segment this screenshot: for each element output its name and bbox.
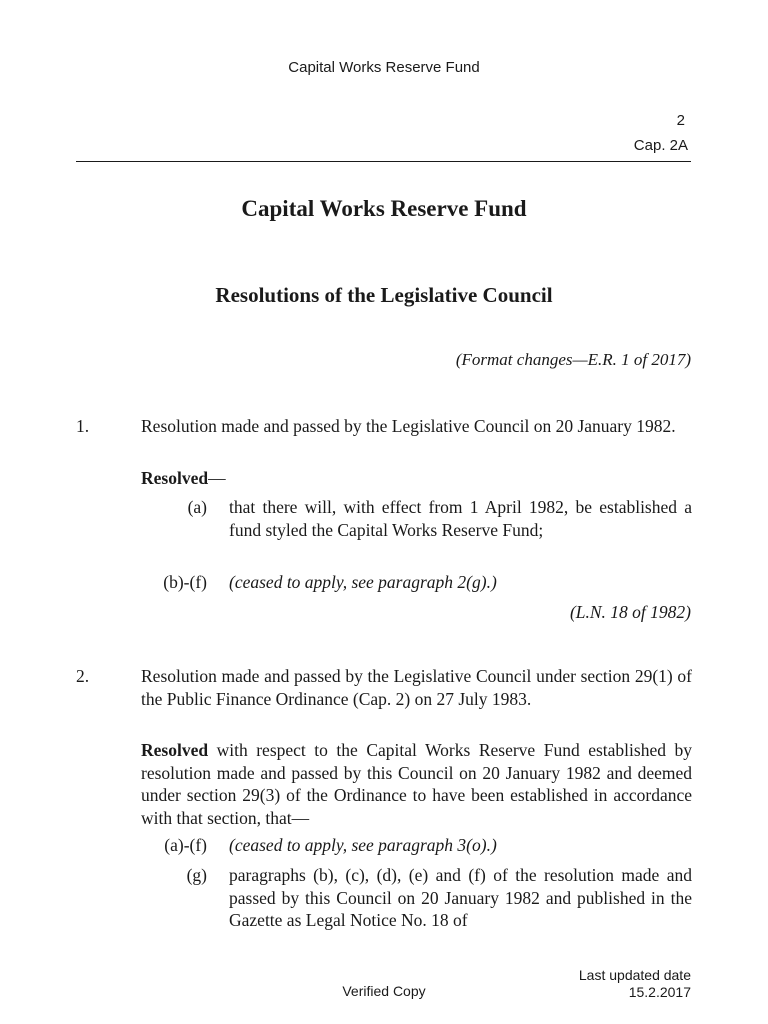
item-text: that there will, with effect from 1 April 1982, be established a fund styled the Capital Works Reserve Fund;: [229, 497, 692, 540]
resolved-heading: [141, 467, 226, 490]
item-text: (ceased to apply, see paragraph 3(o).): [229, 835, 497, 855]
format-changes-note: (Format changes—E.R. 1 of 2017): [455, 350, 691, 369]
resolved-text: with respect to the Capital Works Reserve Fund established by resolution made and passed by this Council on 20 January 1982 and deemed under section 29(3) of the Ordinance to have been established in accordance with that section, that—: [141, 740, 692, 828]
header-rule: [76, 161, 691, 162]
item-label: (a): [187, 497, 207, 517]
section-number: 2.: [76, 666, 90, 686]
resolved-paragraph: [141, 739, 692, 829]
resolved-label: Resolved: [141, 468, 209, 488]
resolved-label: Resolved: [141, 740, 209, 760]
last-updated-date: 15.2.2017: [628, 984, 691, 1000]
verified-copy-label: Verified Copy: [342, 983, 426, 999]
item-label: (g): [186, 865, 207, 885]
document-title: Capital Works Reserve Fund: [241, 196, 527, 221]
section-intro: Resolution made and passed by the Legislative Council on 20 January 1982.: [141, 416, 676, 436]
resolved-dash: —: [208, 468, 226, 488]
last-updated: [579, 967, 691, 1001]
document-subtitle: Resolutions of the Legislative Council: [215, 283, 553, 307]
section-citation: (L.N. 18 of 1982): [569, 602, 691, 622]
section-number: 1.: [76, 416, 90, 436]
item-label: (a)-(f): [164, 835, 207, 855]
section-intro: Resolution made and passed by the Legislative Council under section 29(1) of the Public Finance Ordinance (Cap. 2) on 27 July 1983.: [141, 666, 692, 709]
item-text: (ceased to apply, see paragraph 2(g).): [229, 572, 497, 592]
chapter-number: Cap. 2A: [633, 137, 688, 154]
running-head-title: Capital Works Reserve Fund: [288, 59, 480, 76]
last-updated-label: Last updated date: [578, 967, 691, 983]
item-text: paragraphs (b), (c), (d), (e) and (f) of the resolution made and passed by this Council on 20 January 1982 and published in the Gazette as Legal Notice No. 18 of: [229, 865, 692, 930]
item-label: (b)-(f): [163, 572, 207, 592]
page-number: 2: [676, 112, 685, 129]
